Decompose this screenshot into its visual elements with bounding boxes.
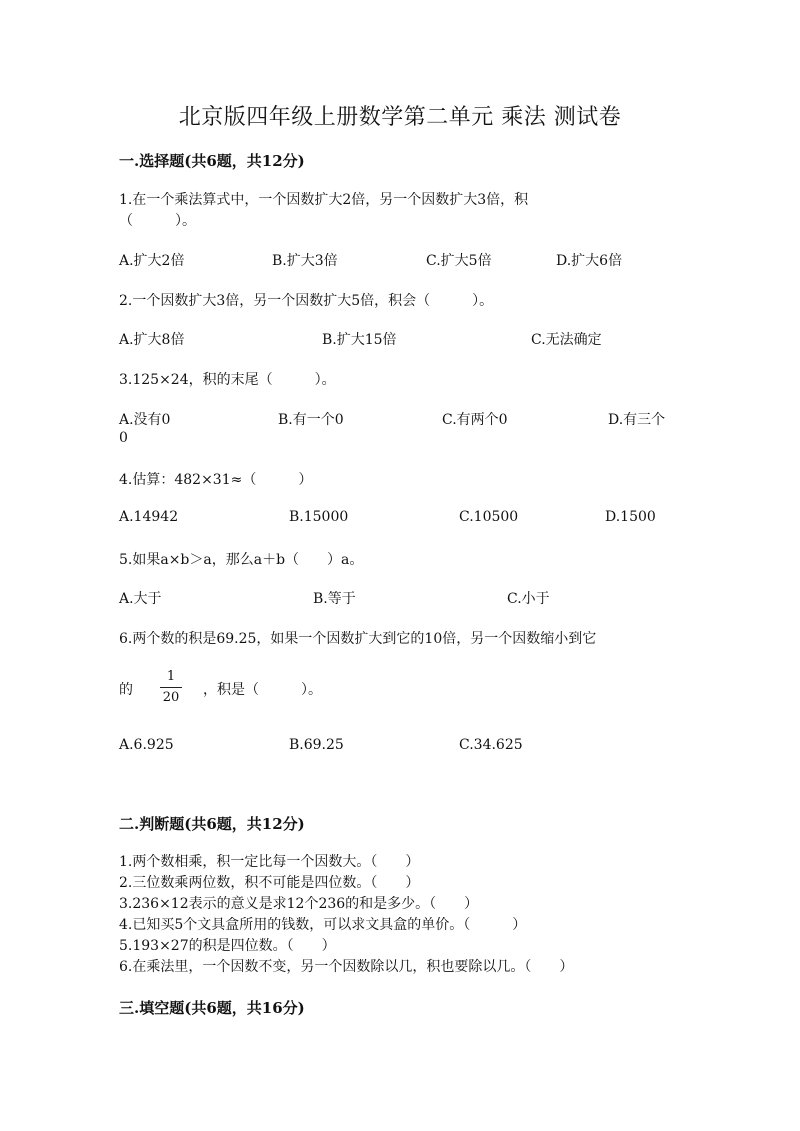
question-1-option-a: A.扩大2倍 bbox=[119, 253, 185, 269]
section-heading-fill-in: 三.填空题(共6题，共16分) bbox=[119, 999, 305, 1017]
question-1-text: 1.在一个乘法算式中，一个因数扩大2倍，另一个因数扩大3倍，积 bbox=[119, 192, 529, 208]
judgement-item-2: 2.三位数乘两位数，积不可能是四位数。（ ） bbox=[119, 875, 420, 891]
page-title: 北京版四年级上册数学第二单元 乘法 测试卷 bbox=[178, 105, 622, 130]
question-4-option-c: C.10500 bbox=[459, 509, 519, 525]
judgement-item-4: 4.已知买5个文具盒所用的钱数，可以求文具盒的单价。（ ） bbox=[119, 917, 527, 933]
judgement-item-6: 6.在乘法里，一个因数不变，另一个因数除以几，积也要除以几。（ ） bbox=[119, 959, 574, 975]
question-1-option-b: B.扩大3倍 bbox=[272, 253, 338, 269]
question-3-option-c: C.有两个0 bbox=[442, 412, 508, 428]
question-1-option-c: C.扩大5倍 bbox=[426, 253, 492, 269]
question-1-blank: （ ）。 bbox=[119, 213, 196, 229]
question-3-option-b: B.有一个0 bbox=[278, 412, 344, 428]
question-6-fraction bbox=[160, 669, 182, 706]
question-6-suffix: ，积是（ ）。 bbox=[203, 682, 322, 698]
question-2-option-a: A.扩大8倍 bbox=[119, 332, 185, 348]
question-6-option-a: A.6.925 bbox=[119, 737, 174, 753]
question-3-option-d: D.有三个 bbox=[608, 412, 666, 428]
question-4-option-d: D.1500 bbox=[605, 509, 656, 525]
question-2-option-c: C.无法确定 bbox=[531, 332, 602, 348]
fraction-bar bbox=[160, 687, 182, 688]
judgement-item-1: 1.两个数相乘，积一定比每一个因数大。（ ） bbox=[119, 854, 420, 870]
question-3-option-a: A.没有0 bbox=[119, 412, 171, 428]
question-5-option-c: C.小于 bbox=[507, 591, 550, 607]
section-heading-choice: 一.选择题(共6题，共12分) bbox=[119, 152, 305, 170]
judgement-item-5: 5.193×27的积是四位数。（ ） bbox=[119, 938, 336, 954]
question-3-text: 3.125×24，积的末尾（ ）。 bbox=[119, 372, 336, 388]
question-4-option-b: B.15000 bbox=[289, 509, 349, 525]
question-4-text: 4.估算：482×31≈（ ） bbox=[119, 472, 313, 488]
fraction-denominator: 20 bbox=[162, 690, 180, 705]
question-5-option-a: A.大于 bbox=[119, 591, 162, 607]
question-6-option-c: C.34.625 bbox=[459, 737, 523, 753]
question-6-prefix: 的 bbox=[119, 682, 133, 698]
fraction-numerator: 1 bbox=[166, 669, 176, 684]
question-4-option-a: A.14942 bbox=[119, 509, 179, 525]
question-1-option-d: D.扩大6倍 bbox=[556, 253, 623, 269]
question-2-option-b: B.扩大15倍 bbox=[322, 332, 397, 348]
question-3-option-d-wrap: 0 bbox=[119, 430, 128, 446]
section-heading-judgement: 二.判断题(共6题，共12分) bbox=[119, 815, 305, 833]
question-6-option-b: B.69.25 bbox=[289, 737, 344, 753]
question-6-text: 6.两个数的积是69.25，如果一个因数扩大到它的10倍，另一个因数缩小到它 bbox=[119, 631, 597, 647]
judgement-item-3: 3.236×12表示的意义是求12个236的和是多少。（ ） bbox=[119, 896, 479, 912]
question-5-option-b: B.等于 bbox=[313, 591, 356, 607]
question-5-text: 5.如果a×b＞a，那么a＋b（ ）a。 bbox=[119, 552, 364, 568]
question-2-text: 2.一个因数扩大3倍，另一个因数扩大5倍，积会（ ）。 bbox=[119, 293, 494, 309]
